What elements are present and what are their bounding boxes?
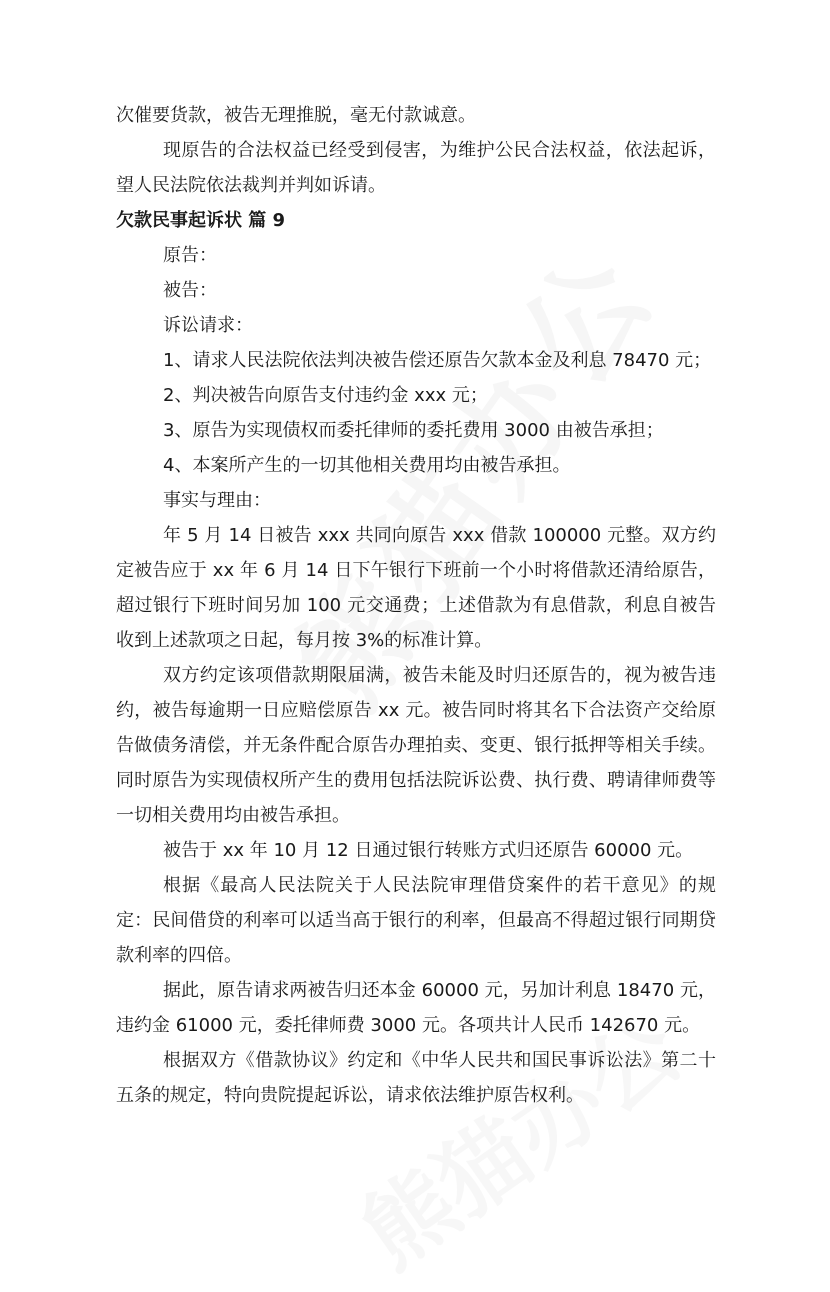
paragraph: 据此，原告请求两被告归还本金 60000 元，另加计利息 18470 元，违约金 61000 元，委托律师费 3000 元。各项共计人民币 142670 元。	[116, 980, 716, 1036]
defendant-label: 被告：	[163, 280, 217, 301]
paragraph: 现原告的合法权益已经受到侵害，为维护公民合法权益，依法起诉，望人民法院依法裁判并判如诉请。	[116, 140, 716, 196]
facts-label: 事实与理由：	[163, 490, 271, 511]
claim-item: 3、原告为实现债权而委托律师的委托费用 3000 由被告承担；	[163, 420, 664, 441]
claim-item: 1、请求人民法院依法判决被告偿还原告欠款本金及利息 78470 元；	[163, 350, 712, 371]
paragraph: 根据《最高人民法院关于人民法院审理借贷案件的若干意见》的规定：民间借贷的利率可以适当高于银行的利率，但最高不得超过银行同期贷款利率的四倍。	[116, 875, 716, 966]
paragraph: 被告于 xx 年 10 月 12 日通过银行转账方式归还原告 60000 元。	[163, 840, 694, 861]
paragraph: 根据双方《借款协议》约定和《中华人民共和国民事诉讼法》第二十五条的规定，特向贵院提起诉讼，请求依法维护原告权利。	[116, 1050, 716, 1106]
plaintiff-label: 原告：	[163, 245, 217, 266]
claims-label: 诉讼请求：	[163, 315, 253, 336]
claim-item: 2、判决被告向原告支付违约金 xxx 元；	[163, 385, 488, 406]
paragraph: 年 5 月 14 日被告 xxx 共同向原告 xxx 借款 100000 元整。双方约定被告应于 xx 年 6 月 14 日下午银行下班前一个小时将借款还清给原告，超过银行下班时间另加 100 元交通费；上述借款为有息借款，利息自被告收到上述款项之日起，每月按 3%的标准计算。	[116, 525, 716, 651]
paragraph: 次催要货款，被告无理推脱，毫无付款诚意。	[116, 105, 476, 126]
claim-item: 4、本案所产生的一切其他相关费用均由被告承担。	[163, 455, 571, 476]
section-heading: 欠款民事起诉状 篇 9	[116, 210, 286, 231]
paragraph: 双方约定该项借款期限届满，被告未能及时归还原告的，视为被告违约，被告每逾期一日应赔偿原告 xx 元。被告同时将其名下合法资产交给原告做债务清偿，并无条件配合原告办理拍卖、变更、银行抵押等相关手续。同时原告为实现债权所产生的费用包括法院诉讼费、执行费、聘请律师费等一切相关费用均由被告承担。	[116, 665, 716, 826]
document-body	[116, 98, 716, 1113]
